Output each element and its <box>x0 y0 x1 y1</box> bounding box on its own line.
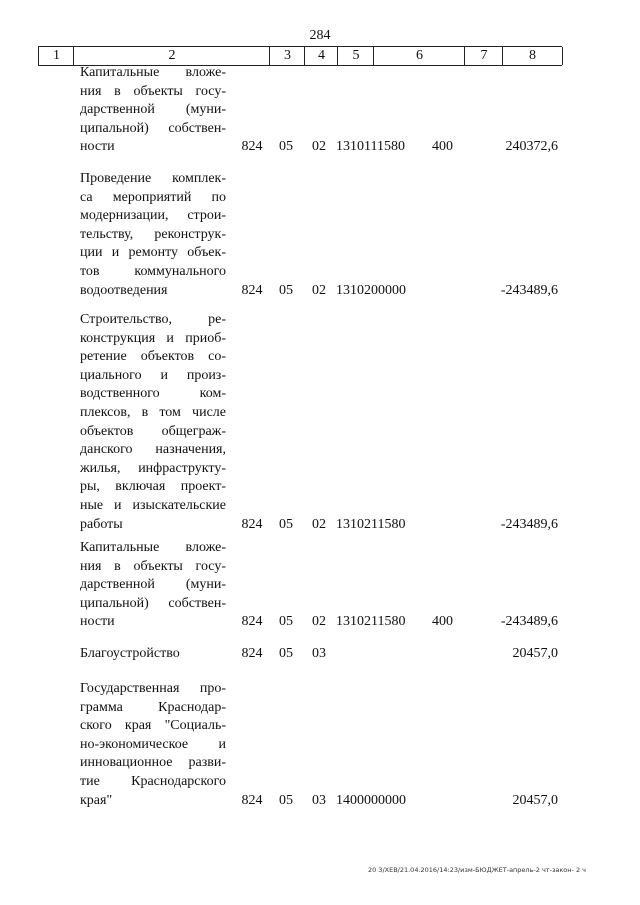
cell-c3: 824 <box>241 139 263 155</box>
description-line: края" <box>80 792 113 808</box>
cell-c5: 03 <box>312 792 326 808</box>
cell-c7: 400 <box>432 139 453 155</box>
header-col-3: 3 <box>269 47 305 65</box>
cell-c6: 1310211580 <box>336 614 406 630</box>
description-line: грамма Краснодар- <box>80 699 226 715</box>
header-col-8: 8 <box>502 47 563 65</box>
cell-c5: 02 <box>312 614 326 630</box>
description-line: дарственной (муни- <box>80 577 226 593</box>
row-description <box>80 539 226 632</box>
cell-c5: 02 <box>312 139 326 155</box>
row-description <box>80 680 226 810</box>
cell-c6: 1310211580 <box>336 516 406 532</box>
cell-c8: 20457,0 <box>512 792 558 808</box>
cell-c8: 240372,6 <box>505 139 558 155</box>
cell-c8: -243489,6 <box>500 516 558 532</box>
description-line: ции и ремонту объек- <box>80 245 226 261</box>
cell-c8: -243489,6 <box>500 614 558 630</box>
description-line: ния в объекты госу- <box>80 558 226 574</box>
description-line: водоотведения <box>80 282 168 298</box>
description-line: плексов, в том числе <box>80 404 226 420</box>
description-line: ности <box>80 139 115 155</box>
description-line: Благоустройство <box>80 646 180 661</box>
cell-c8: -243489,6 <box>500 282 558 298</box>
header-col-7: 7 <box>464 47 503 65</box>
description-line: ципальной) собствен- <box>80 120 226 136</box>
description-line: ского края "Социаль- <box>80 718 226 734</box>
cell-c4: 05 <box>279 646 293 661</box>
description-line: данского назначения, <box>80 442 226 458</box>
cell-c5: 02 <box>312 282 326 298</box>
cell-c3: 824 <box>241 646 263 661</box>
description-line: работы <box>80 516 123 532</box>
table-header-row <box>38 46 562 66</box>
cell-c3: 824 <box>241 516 263 532</box>
description-line: тов коммунального <box>80 263 226 279</box>
description-line: но-экономическое и <box>80 736 226 752</box>
description-line: ния в объекты госу- <box>80 83 226 99</box>
description-line: жилья, инфраструкту- <box>80 460 226 476</box>
description-line: циального и произ- <box>80 367 226 383</box>
description-line: ры, включая проект- <box>80 479 226 495</box>
header-col-2: 2 <box>73 47 270 65</box>
description-line: конструкция и приоб- <box>80 330 226 346</box>
cell-c3: 824 <box>241 282 263 298</box>
description-line: ципальной) собствен- <box>80 595 226 611</box>
header-col-1: 1 <box>38 47 74 65</box>
row-description <box>80 170 226 300</box>
cell-c6: 1310200000 <box>336 282 406 298</box>
header-col-4: 4 <box>304 47 338 65</box>
header-col-6: 6 <box>373 47 465 65</box>
description-line: тельству, реконструк- <box>80 226 226 242</box>
description-line: водственного ком- <box>80 386 226 402</box>
row-description <box>80 64 226 157</box>
cell-c6: 1310111580 <box>336 139 405 155</box>
cell-c7: 400 <box>432 614 453 630</box>
page-number: 284 <box>309 28 331 43</box>
cell-c4: 05 <box>279 614 293 630</box>
description-line: дарственной (муни- <box>80 102 226 118</box>
description-line: Государственная про- <box>80 681 226 696</box>
description-line: ные и изыскательские <box>80 497 226 513</box>
description-line: модернизации, строи- <box>80 208 226 224</box>
description-line: инновационное разви- <box>80 755 226 771</box>
row-description <box>80 311 226 534</box>
cell-c4: 05 <box>279 792 293 808</box>
cell-c5: 03 <box>312 646 326 661</box>
description-line: объектов общеграж- <box>80 423 226 439</box>
document-footer: 20 3/ХЕВ/21.04.2016/14:23/изм-БЮДЖЕТ-апрель-2 чт-закон- 2 ч <box>367 866 586 874</box>
description-line: Капитальные вложе- <box>80 540 226 555</box>
cell-c4: 05 <box>279 516 293 532</box>
description-line: Строительство, ре- <box>80 312 226 327</box>
cell-c3: 824 <box>241 792 263 808</box>
cell-c4: 05 <box>279 139 293 155</box>
cell-c4: 05 <box>279 282 293 298</box>
row-description <box>80 645 226 664</box>
cell-c8: 20457,0 <box>512 646 558 661</box>
header-col-5: 5 <box>337 47 374 65</box>
description-line: ности <box>80 614 115 630</box>
description-line: ретение объектов со- <box>80 349 226 365</box>
cell-c5: 02 <box>312 516 326 532</box>
cell-c3: 824 <box>241 614 263 630</box>
description-line: тие Краснодарского <box>80 773 226 789</box>
cell-c6: 1400000000 <box>336 792 406 808</box>
description-line: Проведение комплек- <box>80 171 226 186</box>
description-line: са мероприятий по <box>80 189 226 205</box>
description-line: Капитальные вложе- <box>80 65 226 80</box>
